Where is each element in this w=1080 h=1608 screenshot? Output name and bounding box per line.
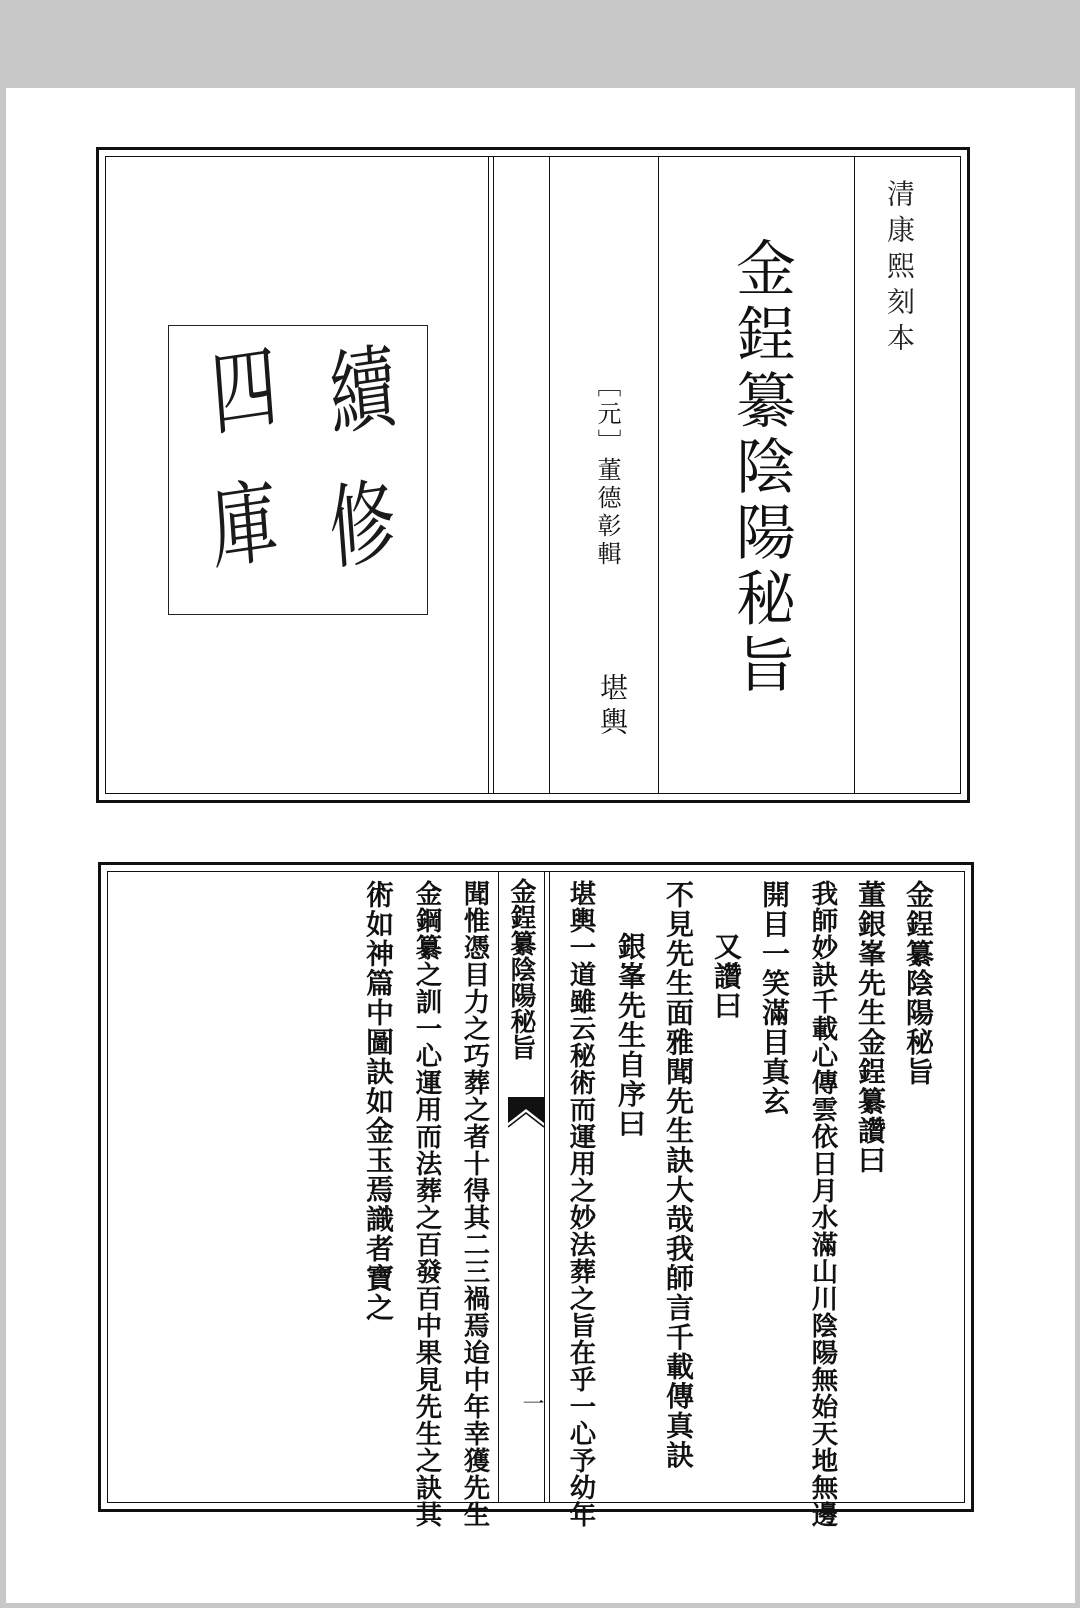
text-frame	[107, 871, 965, 1528]
text-column-2: 董銀峯先生金鋥纂讚曰	[854, 880, 887, 1175]
cover-rule	[854, 157, 855, 793]
category-label: 堪輿	[596, 673, 629, 741]
cover-rule	[493, 157, 494, 793]
text-column-7: 銀峯先生自序曰	[614, 932, 647, 1139]
center-fold-rule	[498, 872, 499, 1502]
seal-char: 四	[207, 333, 279, 450]
text-column-1: 金鋥纂陰陽秘旨	[902, 880, 935, 1087]
text-page	[98, 862, 974, 1528]
text-column-5: 又讚曰	[710, 932, 743, 1021]
cover-rule	[549, 157, 550, 793]
fish-tail-mark	[508, 1097, 544, 1137]
book-title: 金鋥纂陰陽秘旨	[726, 237, 796, 699]
seal-char: 修	[325, 467, 397, 584]
edition-label: 清康熙刻本	[883, 179, 916, 359]
folio-number: 一	[519, 1392, 544, 1414]
cover-rule	[488, 157, 489, 793]
text-column-9: 聞惟憑目力之巧葬之者十得其二三禍焉迨中年幸獲先生	[459, 880, 490, 1528]
seal-char: 庫	[207, 467, 279, 584]
cover-page	[96, 147, 970, 803]
text-column-11: 術如神篇中圖訣如金玉焉識者寶之	[362, 880, 395, 1323]
center-fold-title: 金鋥纂陰陽秘旨	[506, 878, 536, 1060]
text-column-6: 不見先生面雅聞先生訣大哉我師言千載傳真訣	[662, 880, 695, 1470]
cover-frame	[105, 156, 961, 794]
cover-rule	[658, 157, 659, 793]
text-column-3: 我師妙訣千載心傳雲依日月水滿山川陰陽無始天地無邊	[807, 880, 838, 1528]
text-column-10: 金鋼纂之訓一心運用而法葬之百發百中果見先生之訣其	[411, 880, 442, 1528]
text-column-4: 開目一笑滿目真玄	[758, 880, 791, 1116]
author-line: ［元］董德彰輯	[593, 373, 621, 569]
collection-seal	[168, 325, 428, 615]
text-column-8: 堪輿一道雖云秘術而運用之妙法葬之旨在乎一心予幼年	[565, 880, 596, 1528]
center-fold-rule	[549, 872, 550, 1502]
seal-char: 續	[325, 333, 397, 450]
